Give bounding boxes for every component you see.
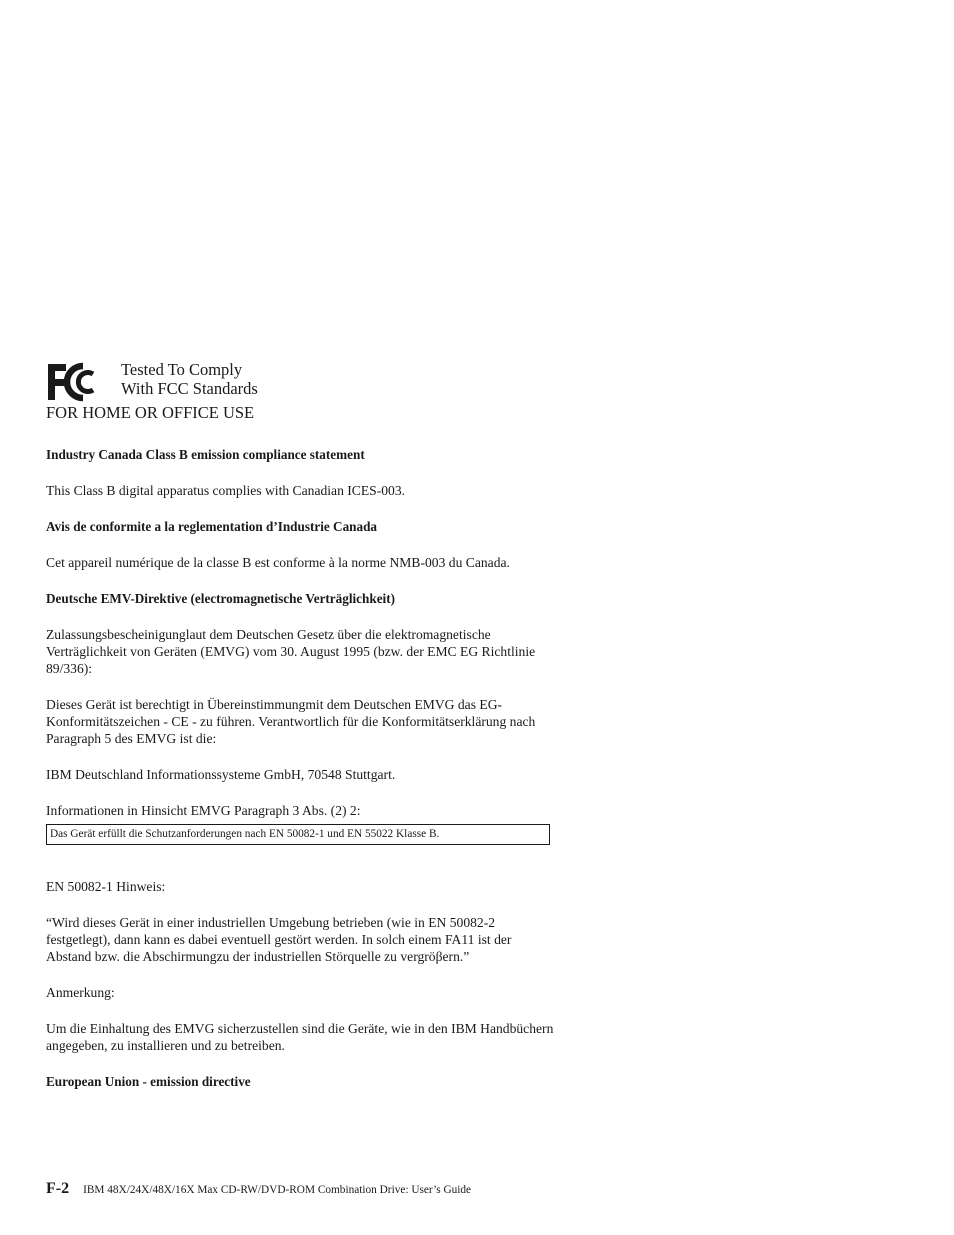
emv-paragraph-2: Dieses Gerät ist berechtigt in Übereinstimmungmit dem Deutschen EMVG das EG-Konformitätszeichen - CE - zu führen. Verantwortlich für die Konformitätserklärung nach Paragraph 5 des EMVG ist die: [46, 697, 536, 746]
emv-paragraph-8: Um die Einhaltung des EMVG sicherzustellen sind die Geräte, wie in den IBM Handbüchern angegeben, zu installieren und zu betreiben. [46, 1021, 554, 1053]
emv-paragraph-4: Informationen in Hinsicht EMVG Paragraph 3 Abs. (2) 2: [46, 803, 361, 818]
fcc-logo-icon [46, 362, 100, 402]
avis-heading: Avis de conformite a la reglementation d’Industrie Canada [46, 519, 378, 534]
document-body [46, 446, 556, 1090]
page-number: F-2 [46, 1180, 70, 1197]
fcc-tested-text: Tested To Comply [121, 360, 243, 379]
fcc-use-text: FOR HOME OR OFFICE USE [46, 403, 255, 422]
avis-text: Cet appareil numérique de la classe B est conforme à la norme NMB-003 du Canada. [46, 555, 510, 570]
page-footer [46, 1180, 471, 1198]
emv-paragraph-3: IBM Deutschland Informationssysteme GmbH, 70548 Stuttgart. [46, 767, 396, 782]
canada-heading: Industry Canada Class B emission compliance statement [46, 447, 365, 462]
footer-title: IBM 48X/24X/48X/16X Max CD-RW/DVD-ROM Combination Drive: User’s Guide [83, 1184, 472, 1196]
emv-paragraph-6: “Wird dieses Gerät in einer industriellen Umgebung betrieben (wie in EN 50082-2 festgetlegt), dann kann es dabei eventuell gestört werden. In solch einem FA11 ist der Abstand bzw. die Abschirmungzu der industriellen Störquelle zu vergröβern.” [46, 915, 512, 964]
fcc-standards-text: With FCC Standards [121, 379, 258, 398]
emv-paragraph-1: Zulassungsbescheinigunglaut dem Deutschen Gesetz über die elektromagnetische Verträglichkeit von Geräten (EMVG) vom 30. August 1995 (bzw. der EMC EG Richtlinie 89/336): [46, 627, 536, 676]
emv-boxed-note: Das Gerät erfüllt die Schutzanforderungen nach EN 50082-1 und EN 55022 Klasse B. [46, 824, 550, 845]
emv-heading: Deutsche EMV-Direktive (electromagnetische Verträglichkeit) [46, 591, 396, 606]
emv-paragraph-5: EN 50082-1 Hinweis: [46, 879, 166, 894]
fcc-logo-text: FC [46, 362, 48, 363]
canada-text: This Class B digital apparatus complies with Canadian ICES-003. [46, 483, 406, 498]
eu-heading: European Union - emission directive [46, 1074, 251, 1089]
emv-paragraph-7: Anmerkung: [46, 985, 115, 1000]
